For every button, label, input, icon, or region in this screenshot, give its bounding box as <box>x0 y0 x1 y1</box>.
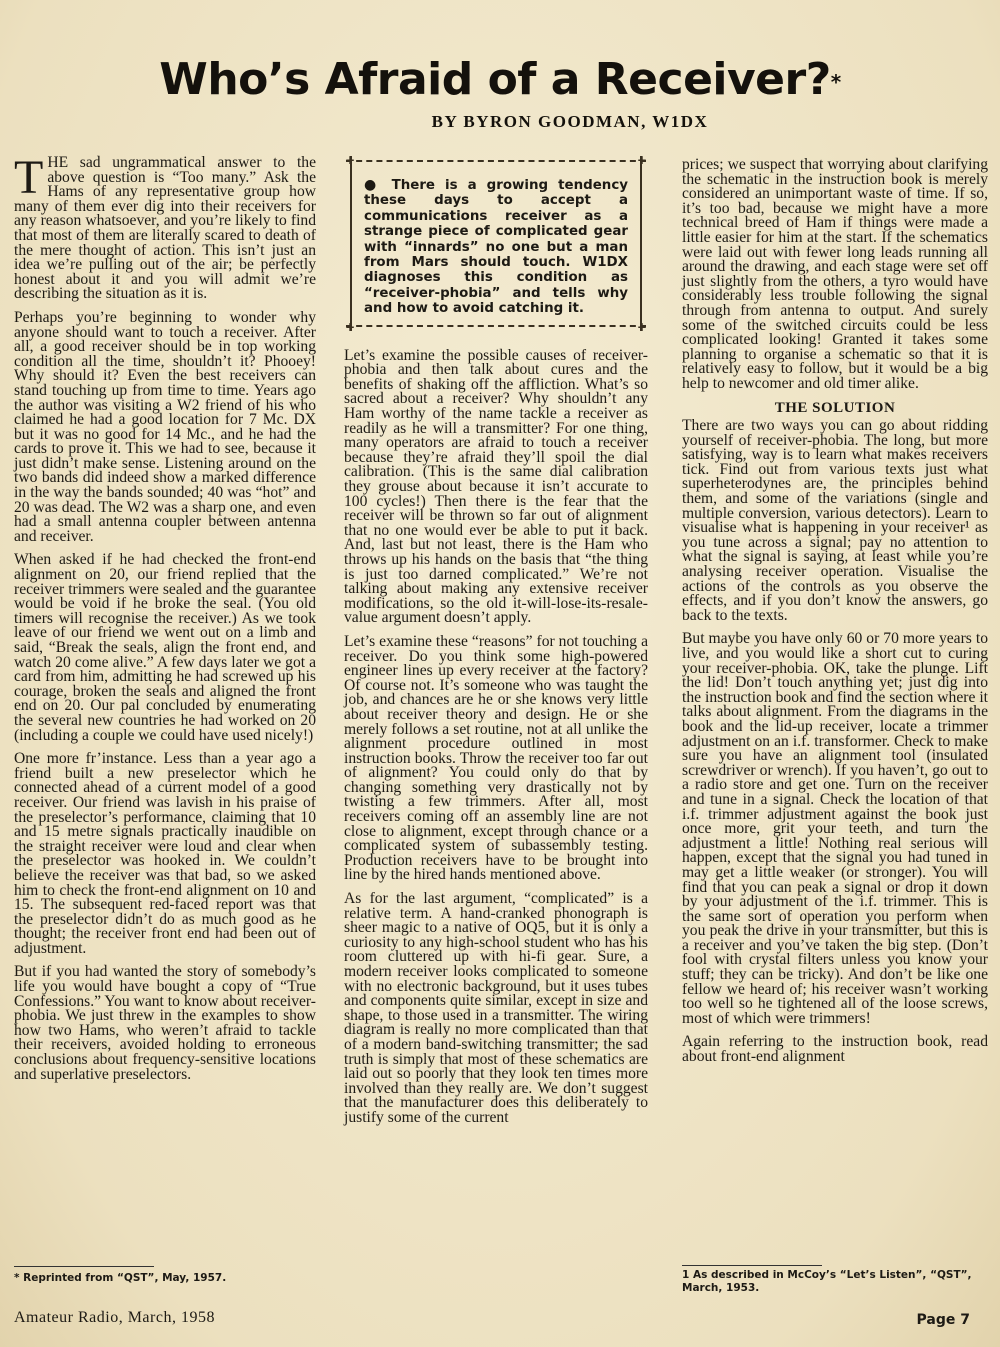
page-number: Page 7 <box>916 1312 970 1328</box>
paragraph: But maybe you have only 60 or 70 more years to live, and you would like a short cut to curing your receiver-phobia. OK, take the plunge. Lift the lid! Don’t touch anything yet; just dig into the instruction book and find the section where it talks about alignment. From the diagrams in the book and the lid-up receiver, locate a trimmer adjustment on an i.f. transformer. Check to make sure you have an alignment tool (insulated screwdriver or wrench). If you haven’t, go out to a radio store and get one. Turn on the receiver and tune in a signal. Check the location of that i.f. trimmer adjustment against the book just once more, grit your teeth, and turn the adjustment a little! Nothing real serious will happen, except that the signal you had tuned in may get a little weaker (or stronger). You will find that you can peak a signal or drop it down by your adjustment of the i.f. trimmer. This is the same sort of operation you perform when you peak the drive in your transmitter, but this is a receiver and you’ve taken the big step. (Don’t fool with crystal filters unless you know your stuff; they can be tricky). And don’t be like one fellow we heard of; his receiver wasn’t working too well so he tightened all of the loose screws, most of which were trimmers! <box>682 630 988 1027</box>
corner-ornament-icon: + <box>345 153 356 167</box>
paragraph: Let’s examine these “reasons” for not touching a receiver. Do you think some high-powered engineer lines up every receiver at the factory? Of course not. It’s someone who was taught the job, and chances are he or she knows very little about receiver theory and design. He or she merely follows a set routine, not at all unlike the alignment procedure outlined in most instruction books. Throw the receiver too far out of alignment? You could only do that by changing something very drastically not by twisting a few trimmers. After all, most receivers coming off an assembly line are not close to alignment, except through chance or a complicated system of subassembly testing. Production receivers have to be brought into line by the hired hands mentioned above. <box>344 632 648 884</box>
drop-cap: T <box>14 151 44 204</box>
section-heading: THE SOLUTION <box>774 399 896 416</box>
paragraph: There are two ways you can go about ridding yourself of receiver-phobia. The long, but more satisfying, way is to learn what makes receivers tick. Find out from various texts just what superheterodynes are, the principles behind them, and some of the variations (single and multiple conversion, various detectors). Learn to visualise what is happening in your receiver¹ as you tune across a signal; pay no attention to what the signal is saying, at least while you’re analysing receiver operation. Visualise the actions of the controls as you observe the effects, and if you don’t know the answers, go back to the texts. <box>682 417 988 624</box>
bullet-icon: ● <box>364 177 382 193</box>
reference-footnote: 1 As described in McCoy’s “Let’s Listen”, “QST”, March, 1953. <box>682 1269 982 1295</box>
paragraph: As for the last argument, “complicated” is a relative term. A hand-cranked phonograph is sheer magic to a native of OQ5, but it is only a curiosity to any high-school student who has his room cluttered up with hi-fi gear. Sure, a modern receiver looks complicated to someone with no electronic background, but it uses tubes and components quite similar, except in size and shape, to those used in a transmitter. The wiring diagram is really no more complicated than that of a modern band-switching transmitter; the sad truth is simply that most of these schematics are laid out so poorly that they look ten times more involved than they really are. We don’t suggest that the manufacturer does this deliberately to justify some of the current <box>344 890 648 1126</box>
column-1 <box>14 151 316 1091</box>
callout-text: There is a growing tendency these days to accept a communications receiver as a strange piece of complicated gear with “innards” no one but a man from Mars should touch. W1DX diagnoses this condition as “receiver-phobia” and tells why and how to avoid catching it. <box>364 178 628 317</box>
summary-callout-box <box>345 153 648 334</box>
article-title-text: Who’s Afraid of a Receiver? <box>159 54 831 105</box>
paragraph: prices; we suspect that worrying about clarifying the schematic in the instruction book is merely considered an unimportant waste of time. If so, it’s too bad, because we might have a more technical breed of Ham if things were made a little easier for him at the start. If the schematics were laid out with fewer long leads running all around the drawing, and each stage were set off just slightly from the others, a tyro would have considerably less trouble following the signal through from antenna to output. And surely some of the switched circuits could be less complicated looking! Granted it takes some planning to organise a schematic so that it is relatively easy to follow, but it would be a big help to newcomer and old timer alike. <box>682 156 988 392</box>
reprint-footnote: * Reprinted from “QST”, May, 1957. <box>14 1272 314 1285</box>
column-3 <box>682 158 988 1074</box>
paragraph: Again referring to the instruction book, read about front-end alignment <box>682 1033 988 1066</box>
corner-ornament-icon: + <box>345 319 356 334</box>
article-title <box>0 52 1000 108</box>
paragraph: Let’s examine the possible causes of receiver-phobia and then talk about cures and the benefits of shaking off the affliction. What’s so sacred about a receiver? Why shouldn’t any Ham worthy of the name tackle a receiver as readily as he will a transmitter? For one thing, many operators are afraid to touch a receiver because they’re afraid they’ll spoil the dial calibration. (This is the same dial calibration they grouse about because it isn’t accurate to 100 cycles!) Then there is the fear that the receiver will be thrown so far out of alignment that no one would ever be able to put it back. And, last but not least, there is the Ham who throws up his hands on the basis that “the thing is just too darned complicated.” We’re not talking about making any extensive receiver modifications, so the old it-will-lose-its-resale-value argument doesn’t apply. <box>344 346 648 627</box>
title-footnote-mark: * <box>830 70 841 94</box>
paragraph: When asked if he had checked the front-end alignment on 20, our friend replied that the receiver trimmers were sealed and the guarantee would be void if he broke the seal. (You old timers will recognise the receiver.) As we took leave of our friend we went out on a limb and said, “Break the seals, align the front end, and watch 20 come alive.” A few days later we got a card from him, admitting he had screwed up his courage, broken the seals and aligned the front end on 20. Our pal concluded by enumerating the several new countries he had worked on 20 (including a couple we could have used nicely!) <box>14 551 316 744</box>
paragraph: But if you had wanted the story of somebody’s life you would have bought a copy of “True Confessions.” You want to know about receiver-phobia. We just threw in the examples to show how two Hams, who weren’t afraid to tackle their receivers, avoided holding to erroneous conclusions about frequency-sensitive locations and superlative preselectors. <box>14 963 316 1083</box>
publication-footer: Amateur Radio, March, 1958 <box>14 1309 215 1326</box>
corner-ornament-icon: + <box>637 319 648 334</box>
paragraph: THE sad ungrammatical answer to the above question is “Too many.” Ask the Hams of any representative group how many of them ever dig into their receivers for any reason whatsoever, and you’re likely to find that most of them are literally scared to death of the mere thought of action. This isn’t just an idea we’re pulling out of the air; be perfectly honest about it and you will admit we’re describing the situation as it is. <box>14 151 316 303</box>
paragraph: Perhaps you’re beginning to wonder why anyone should want to touch a receiver. After all, a good receiver should be in top working condition all the time, shouldn’t it? Phooey! Why should it? Even the best receivers can stand touching up from time to time. Years ago the author was visiting a W2 friend of his who claimed he had a good location for 7 Mc. DX but it was no good for 14 Mc., and he had the cards to prove it. This we had to see, because it just didn’t make sense. Listening around on the two bands did indeed show a marked difference in the way the bands sounded; 40 was “hot” and 20 was dead. The W2 was a sharp one, and even had a small antenna coupler between antenna and receiver. <box>14 308 316 545</box>
column-2 <box>344 153 648 1135</box>
corner-ornament-icon: + <box>637 153 648 167</box>
byline: BY BYRON GOODMAN, W1DX <box>431 112 709 131</box>
paragraph: One more fr’instance. Less than a year ago a friend built a new preselector which he connected ahead of a current model of a good receiver. Our friend was lavish in his praise of the preselector’s performance, claiming that 10 and 15 metre signals practically inaudible on the straight receiver were loud and clear when the preselector was hooked in. We couldn’t believe the receiver was that bad, so we asked him to check the front-end alignment on 10 and 15. The subsequent red-faced report was that the preselector didn’t do as much good as he thought; the receiver front end had been out of adjustment. <box>14 750 316 957</box>
